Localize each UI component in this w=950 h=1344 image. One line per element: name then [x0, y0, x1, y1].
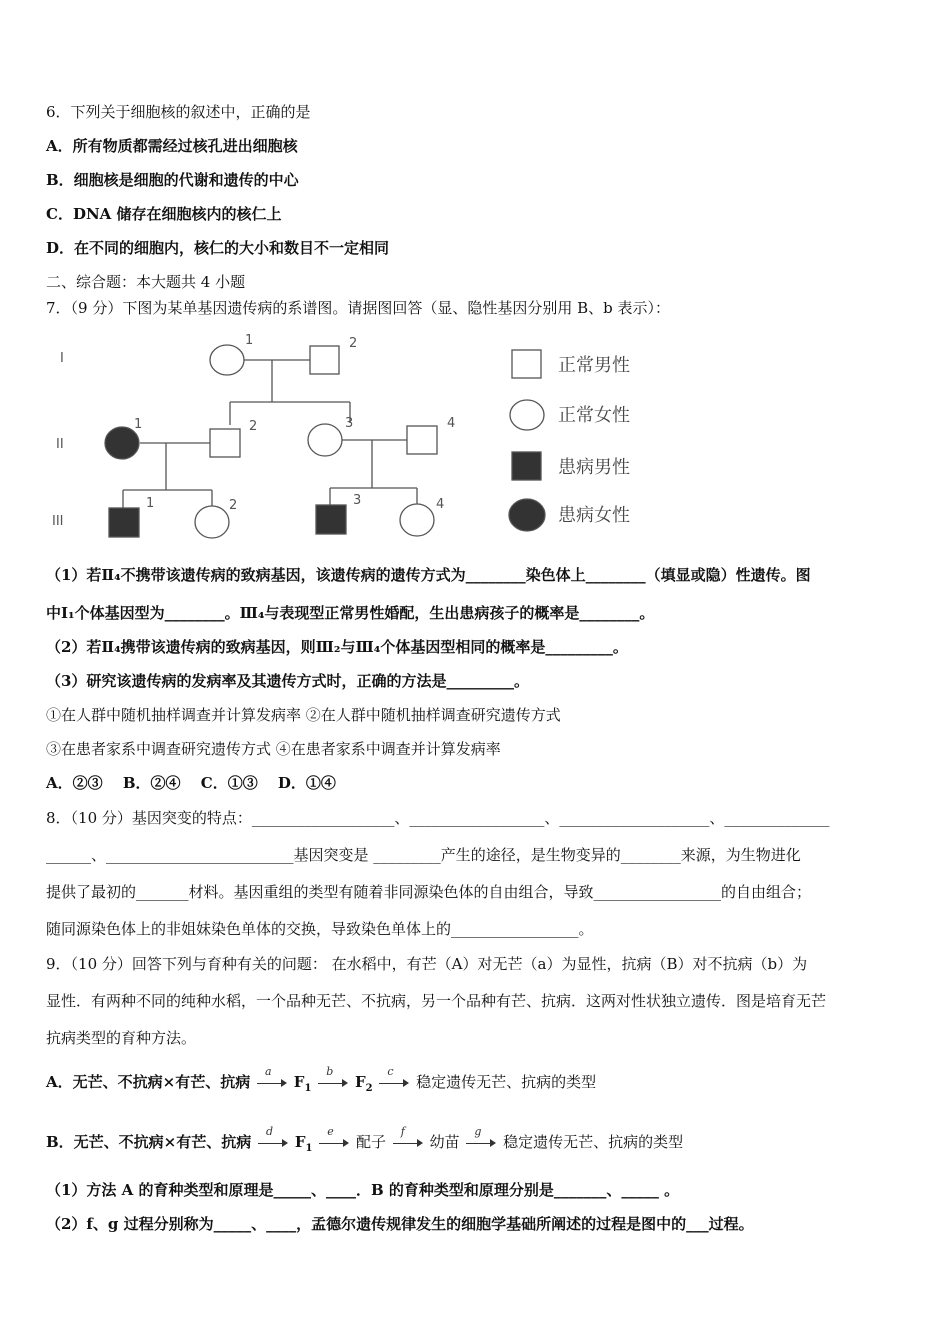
legend-affected-male-symbol: [512, 452, 541, 480]
num-ii1: 1: [134, 417, 143, 432]
legend-normal-female-symbol: [510, 400, 544, 430]
q7-part1-line2: 中Ⅰ₁个体基因型为________。Ⅲ₄与表现型正常男性婚配，生出患病孩子的概率是________。: [46, 604, 655, 622]
legend-normal-female: 正常女性: [558, 405, 630, 426]
pedigree-iii1-affected-male: [109, 508, 139, 537]
num-i2: 2: [349, 336, 358, 351]
q9-method-a: [46, 1065, 597, 1099]
q9-part2: （2）f、g 过程分别称为_____、____，孟德尔遗传规律发生的细胞学基础所阐述的过程是图中的___过程。: [46, 1215, 754, 1233]
arrow-g-label: g: [474, 1125, 482, 1138]
pedigree-ii2-normal-male: [210, 429, 240, 457]
arrow-b: [318, 1065, 348, 1090]
pedigree-i2-normal-male: [310, 346, 339, 374]
pedigree-iii4-normal-female: [400, 504, 434, 536]
node-f1: $F_1$: [293, 1073, 312, 1094]
legend-normal-male-symbol: [512, 350, 541, 378]
arrow-d: [258, 1125, 288, 1150]
q8-line4: 随同源染色体上的非姐妹染色单体的交换，导致染色单体上的_________________。: [46, 920, 594, 938]
q6-option-b: B．细胞核是细胞的代谢和遗传的中心: [46, 171, 299, 189]
arrow-e: [319, 1125, 349, 1150]
legend-normal-male: 正常男性: [558, 355, 630, 376]
q7-options-34: ③在患者家系中调查研究遗传方式 ④在患者家系中调查并计算发病率: [46, 740, 501, 758]
q6-stem: 6．下列关于细胞核的叙述中，正确的是: [46, 103, 311, 121]
arrow-f: [393, 1125, 423, 1150]
node-gamete: 配子: [356, 1133, 387, 1151]
q7-part1-line1: （1）若Ⅱ₄不携带该遗传病的致病基因，该遗传病的遗传方式为________染色体上________（填显或隐）性遗传。图: [46, 566, 811, 584]
num-i1: 1: [245, 333, 254, 348]
legend-affected-female: 患病女性: [558, 505, 630, 526]
arrow-g: [466, 1125, 496, 1150]
node-f2: $F_2$: [354, 1073, 373, 1094]
arrow-d-label: d: [266, 1125, 274, 1138]
section-heading: 二、综合题：本大题共 4 小题: [46, 273, 246, 291]
pedigree-iii2-normal-female: [195, 506, 229, 538]
q7-stem: 7．（9 分）下图为某单基因遗传病的系谱图。请据图回答（显、隐性基因分别用 B、b 表示）：: [46, 299, 671, 317]
q9-line1: 9．（10 分）回答下列与育种有关的问题： 在水稻中，有芒（A）对无芒（a）为显性，抗病（B）对不抗病（b）为: [46, 955, 808, 973]
pedigree-chart: [40, 328, 680, 548]
num-iii4: 4: [436, 497, 445, 512]
q9-part1: （1）方法 A 的育种类型和原理是_____、____．B 的育种类型和原理分别是_______、_____ 。: [46, 1181, 680, 1199]
q9-b-end: 稳定遗传无芒、抗病的类型: [503, 1133, 684, 1151]
arrow-c: [379, 1065, 409, 1090]
q7-options-12: ①在人群中随机抽样调查并计算发病率 ②在人群中随机抽样调查研究遗传方式: [46, 706, 561, 724]
arrow-f-label: f: [400, 1125, 405, 1138]
q6-option-d: D．在不同的细胞内，核仁的大小和数目不一定相同: [46, 239, 390, 257]
q8-line2: ______、_________________________基因突变是 _________产生的途径，是生物变异的________来源，为生物进化: [46, 846, 801, 864]
num-iii3: 3: [353, 493, 362, 508]
arrow-c-label: c: [387, 1065, 394, 1078]
q7-choices: A．②③ B．②④ C．①③ D．①④: [46, 774, 336, 792]
gen-label-i: I: [60, 351, 64, 366]
q7-part3: （3）研究该遗传病的发病率及其遗传方式时，正确的方法是_________。: [46, 672, 529, 690]
node-b-f1: $F_1$: [294, 1133, 313, 1154]
node-seedling: 幼苗: [429, 1133, 460, 1151]
gen-label-ii: II: [56, 437, 64, 452]
legend-affected-female-symbol: [509, 499, 545, 531]
num-iii2: 2: [229, 498, 238, 513]
gen-label-iii: III: [52, 514, 64, 529]
num-ii3: 3: [345, 416, 354, 431]
num-ii4: 4: [447, 416, 456, 431]
q9-line2: 显性．有两种不同的纯种水稻，一个品种无芒、不抗病，另一个品种有芒、抗病．这两对性状独立遗传．图是培育无芒: [46, 992, 827, 1010]
q9-b-start: B．无芒、不抗病×有芒、抗病: [46, 1133, 252, 1151]
q9-a-start: A．无芒、不抗病×有芒、抗病: [46, 1073, 251, 1091]
pedigree-ii4-normal-male: [407, 426, 437, 454]
q6-option-c: C．DNA 储存在细胞核内的核仁上: [46, 205, 282, 223]
pedigree-ii3-normal-female: [308, 424, 342, 456]
arrow-a: [257, 1065, 287, 1090]
legend-affected-male: 患病男性: [558, 457, 630, 478]
num-iii1: 1: [146, 496, 155, 511]
arrow-a-label: a: [265, 1065, 272, 1078]
q8-line1: 8．（10 分）基因突变的特点：___________________、__________________、____________________、______________: [46, 809, 830, 827]
q9-a-end: 稳定遗传无芒、抗病的类型: [416, 1073, 597, 1091]
pedigree-i1-normal-female: [210, 345, 244, 375]
q6-option-a: A．所有物质都需经过核孔进出细胞核: [46, 137, 298, 155]
q9-line3: 抗病类型的育种方法。: [46, 1029, 197, 1047]
q8-line3: 提供了最初的_______材料。基因重组的类型有随着非同源染色体的自由组合，导致_________________的自由组合；: [46, 883, 812, 901]
arrow-b-label: b: [326, 1065, 334, 1078]
num-ii2: 2: [249, 419, 258, 434]
q7-part2: （2）若Ⅱ₄携带该遗传病的致病基因，则Ⅲ₂与Ⅲ₄个体基因型相同的概率是_________。: [46, 638, 628, 656]
arrow-e-label: e: [327, 1125, 334, 1138]
pedigree-iii3-affected-male: [316, 505, 346, 534]
q9-method-b: [46, 1125, 684, 1159]
